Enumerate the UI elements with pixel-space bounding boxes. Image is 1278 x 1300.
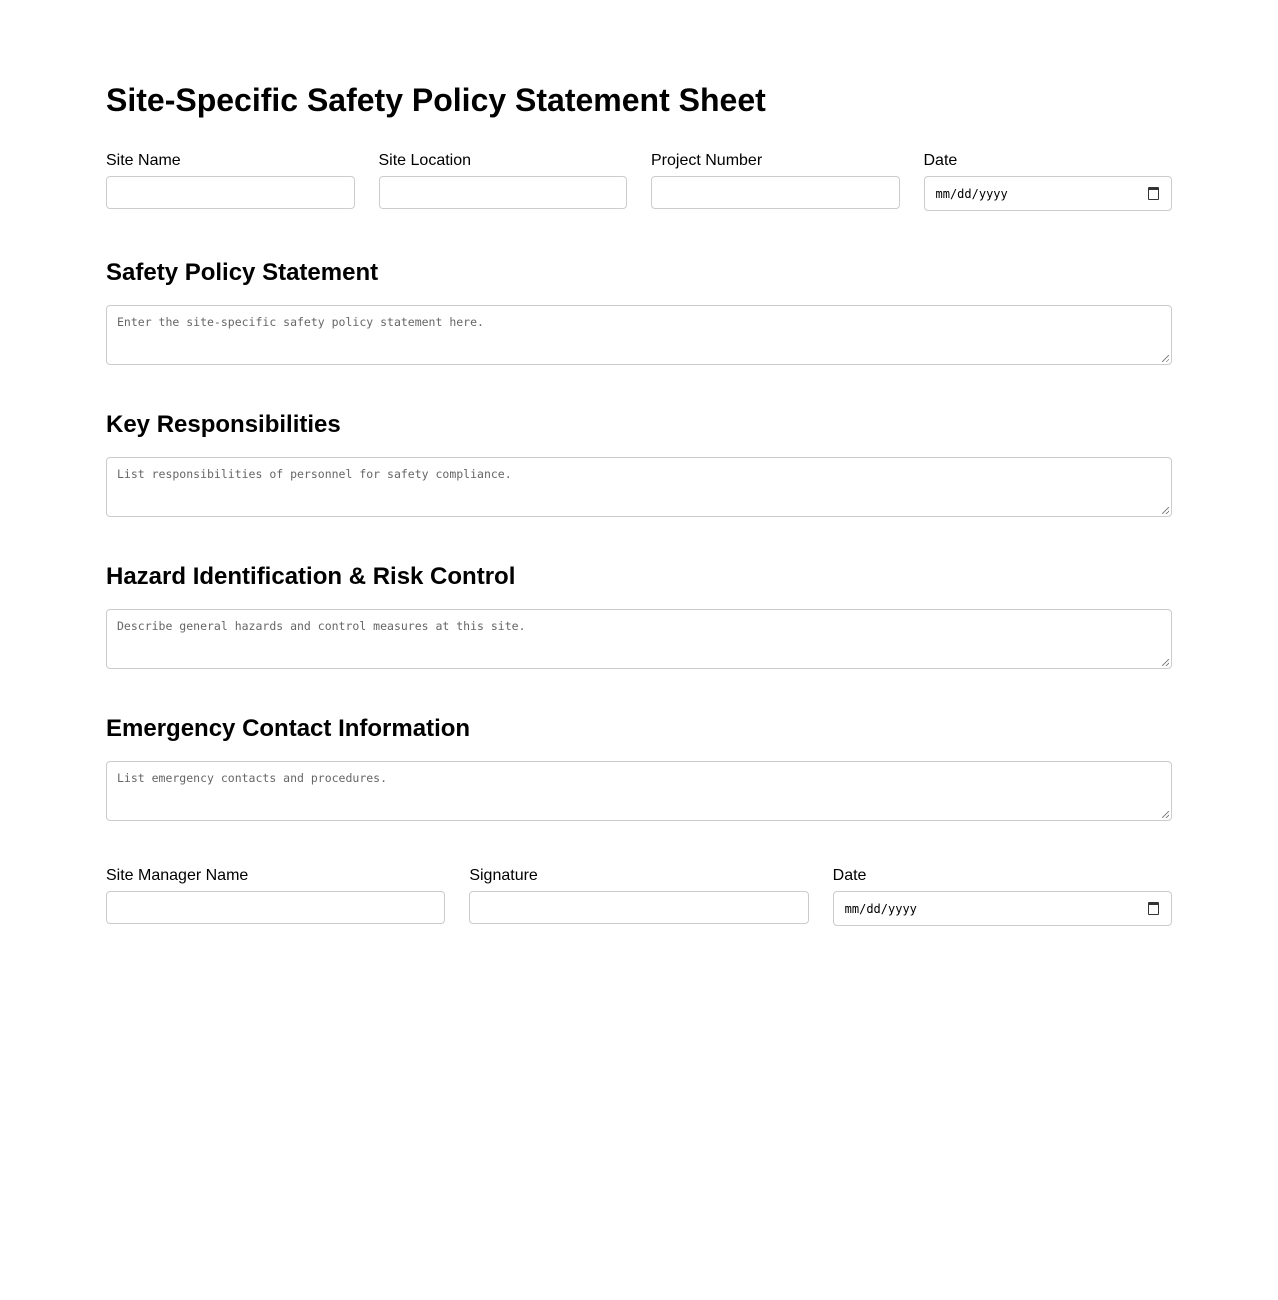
date-placeholder: mm/dd/yyyy	[935, 186, 1008, 201]
textarea-placeholder: Describe general hazards and control measures at this site.	[117, 619, 526, 633]
resize-handle-icon[interactable]	[1162, 355, 1169, 362]
manager-name-label: Site Manager Name	[106, 867, 249, 884]
date-placeholder: mm/dd/yyyy	[844, 901, 917, 916]
section-emergency-contact	[106, 715, 1172, 821]
section-heading: Emergency Contact Information	[106, 715, 471, 742]
manager-name-field	[106, 867, 445, 926]
header-fields-row	[106, 152, 1172, 211]
textarea-placeholder: Enter the site-specific safety policy statement here.	[117, 315, 484, 329]
date-field	[924, 152, 1173, 211]
date-input[interactable]	[924, 176, 1173, 211]
project-number-label: Project Number	[651, 152, 763, 169]
section-heading: Key Responsibilities	[106, 411, 341, 438]
footer-fields-row	[106, 867, 1172, 926]
resize-handle-icon[interactable]	[1162, 507, 1169, 514]
section-hazard-identification	[106, 563, 1172, 669]
safety-policy-textarea[interactable]	[106, 305, 1172, 365]
page-title: Site-Specific Safety Policy Statement Sheet	[106, 82, 766, 118]
footer-date-input[interactable]	[833, 891, 1172, 926]
site-name-field	[106, 152, 355, 211]
footer-date-field	[833, 867, 1172, 926]
emergency-contacts-textarea[interactable]	[106, 761, 1172, 821]
responsibilities-textarea[interactable]	[106, 457, 1172, 517]
date-label: Date	[923, 152, 958, 169]
resize-handle-icon[interactable]	[1162, 811, 1169, 818]
site-name-input[interactable]	[106, 176, 355, 209]
textarea-placeholder: List responsibilities of personnel for safety compliance.	[117, 467, 512, 481]
signature-label: Signature	[469, 867, 538, 884]
project-number-field	[651, 152, 900, 211]
hazards-textarea[interactable]	[106, 609, 1172, 669]
signature-input[interactable]	[469, 891, 808, 924]
site-location-input[interactable]	[379, 176, 628, 209]
footer-date-label: Date	[832, 867, 867, 884]
project-number-input[interactable]	[651, 176, 900, 209]
site-location-label: Site Location	[378, 152, 472, 169]
calendar-icon[interactable]	[1148, 187, 1159, 200]
site-name-label: Site Name	[106, 152, 181, 169]
calendar-icon[interactable]	[1148, 902, 1159, 915]
textarea-placeholder: List emergency contacts and procedures.	[117, 771, 388, 785]
section-heading: Hazard Identification & Risk Control	[106, 563, 516, 590]
section-key-responsibilities	[106, 411, 1172, 517]
manager-name-input[interactable]	[106, 891, 445, 924]
section-heading: Safety Policy Statement	[106, 259, 379, 286]
resize-handle-icon[interactable]	[1162, 659, 1169, 666]
section-safety-policy	[106, 259, 1172, 365]
signature-field	[469, 867, 808, 926]
site-location-field	[379, 152, 628, 211]
